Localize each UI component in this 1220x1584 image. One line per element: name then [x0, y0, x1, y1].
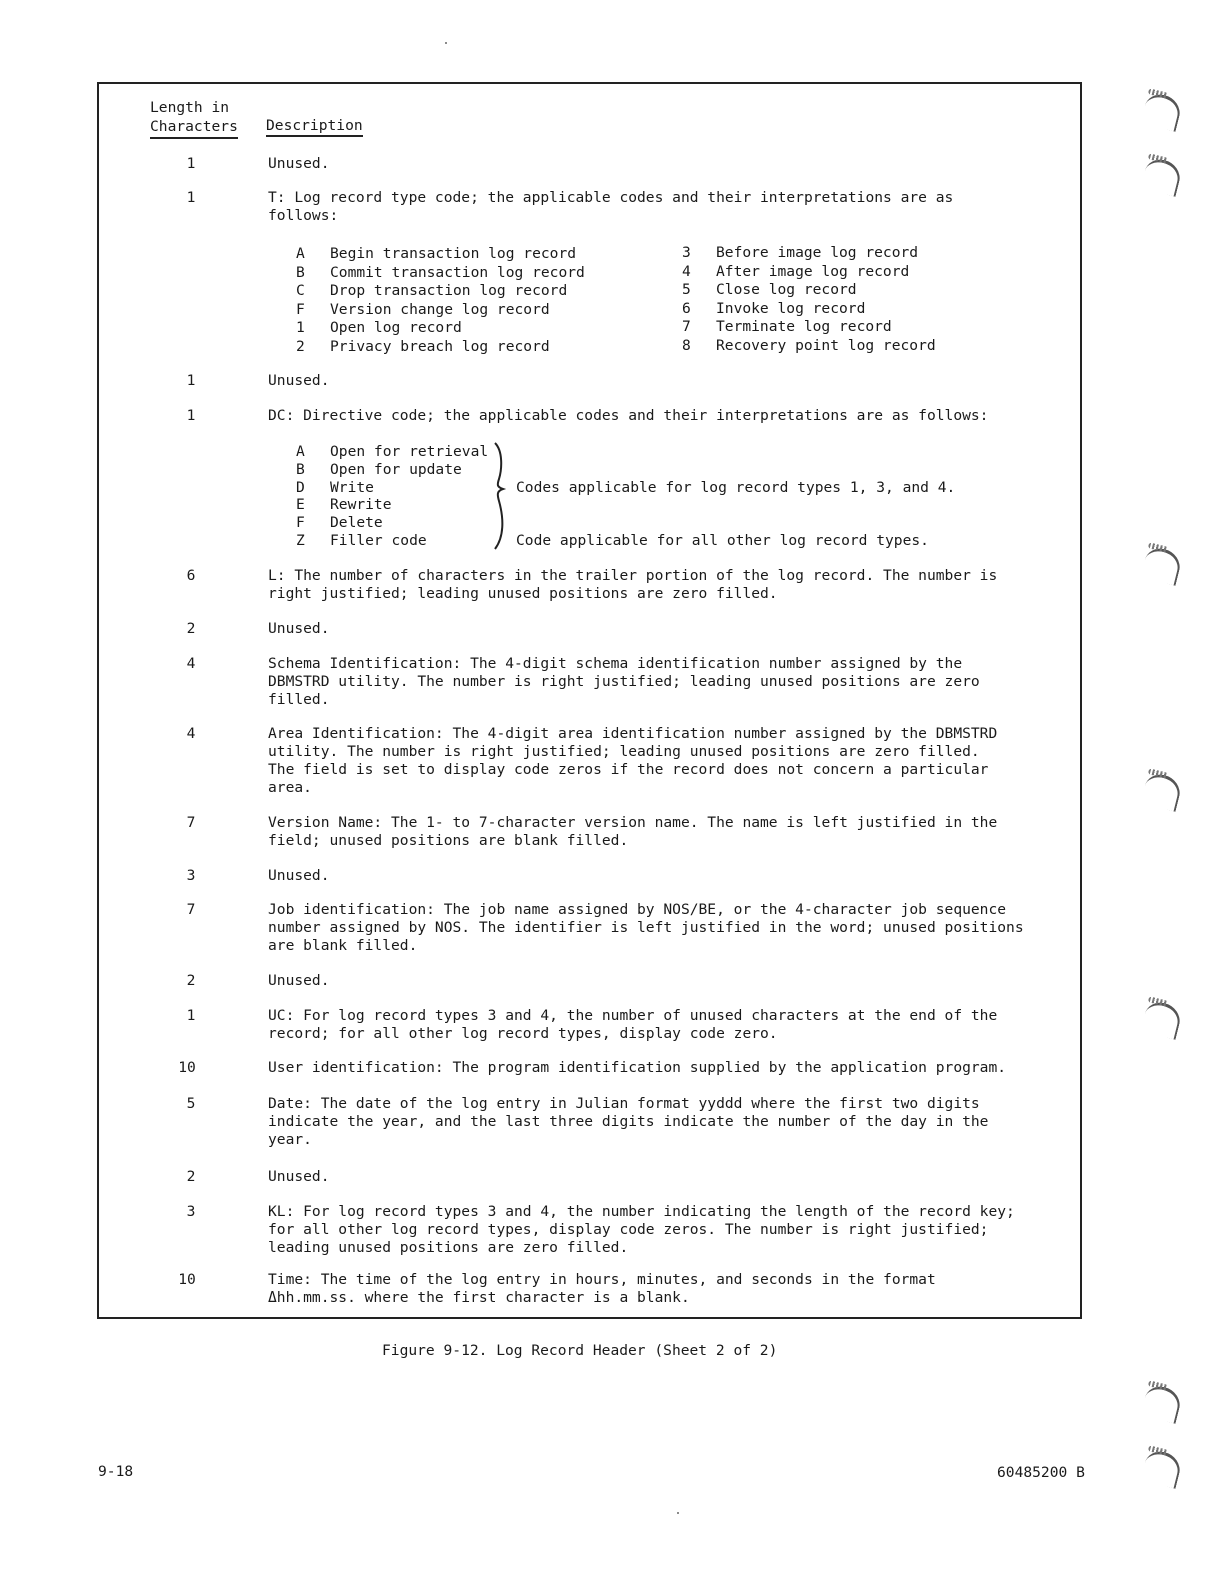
code-label: Rewrite	[330, 496, 392, 514]
length-header-line2: Characters	[150, 117, 238, 139]
row-length: 2	[186, 972, 196, 989]
row-length: 10	[178, 1059, 196, 1076]
row-description: Job identification: The job name assigned by NOS/BE, or the 4-character job sequence number assigned by NOS. The identifier is left justified in the word; unused positions are blank filled.	[268, 901, 1024, 954]
binder-ring-icon	[1141, 1383, 1184, 1424]
code: 8	[682, 336, 691, 354]
speck	[677, 1512, 679, 1514]
row-length: 5	[186, 1095, 196, 1112]
row-description: Unused.	[268, 867, 330, 884]
code-label: Begin transaction log record	[330, 245, 577, 262]
row-length: 3	[186, 867, 196, 884]
row-length: 4	[186, 725, 196, 742]
binder-ring-icon	[1141, 545, 1184, 586]
row-length: 7	[186, 814, 196, 831]
code: 6	[682, 299, 691, 317]
length-header-line1: Length in	[150, 99, 230, 116]
code: F	[296, 514, 305, 532]
row-description: L: The number of characters in the trailer portion of the log record. The number is right justified; leading unused positions are zero filled.	[268, 567, 998, 602]
row-length: 1	[186, 372, 196, 389]
code-label: Filler code	[330, 531, 427, 549]
code-label: Before image log record	[716, 244, 919, 261]
code-row	[296, 514, 488, 532]
document-number: 60485200 B	[997, 1464, 1085, 1481]
row-description: Version Name: The 1- to 7-character version name. The name is left justified in the field; unused positions are blank filled.	[268, 814, 998, 849]
row-length: 10	[178, 1271, 196, 1288]
code-label: Open for retrieval	[330, 443, 489, 460]
directive-note-group1: Codes applicable for log record types 1, 3, and 4.	[516, 479, 956, 496]
row-description: T: Log record type code; the applicable codes and their interpretations are as follows:	[268, 189, 954, 224]
type-codes-left	[296, 245, 585, 356]
code-row	[682, 244, 936, 263]
binder-ring-icon	[1141, 999, 1184, 1040]
binder-ring-icon	[1141, 156, 1184, 197]
code-label: Terminate log record	[716, 318, 892, 335]
code: 5	[682, 281, 691, 298]
code: 4	[682, 262, 691, 280]
row-description: Unused.	[268, 620, 330, 637]
code: 3	[682, 244, 691, 261]
row-description: Schema Identification: The 4-digit schema identification number assigned by the DBMSTRD utility. The number is right justified; leading unused positions are zero filled.	[268, 655, 980, 708]
length-column-header	[150, 98, 238, 139]
code-row	[296, 319, 585, 338]
code-row	[296, 443, 488, 461]
row-description: Unused.	[268, 1168, 330, 1185]
code: A	[296, 443, 305, 460]
row-description: Unused.	[268, 155, 330, 172]
code-row	[296, 245, 585, 264]
code: B	[296, 460, 305, 478]
description-column-header	[266, 117, 363, 137]
row-length: 2	[186, 1168, 196, 1185]
code-row	[682, 263, 936, 282]
code-label: Write	[330, 478, 374, 496]
speck	[445, 42, 447, 44]
code-label: Open for update	[330, 460, 462, 478]
code-row	[296, 338, 585, 357]
code: F	[296, 300, 305, 318]
type-codes-right	[682, 244, 936, 355]
row-length: 1	[186, 155, 196, 172]
code-label: Open log record	[330, 319, 462, 336]
row-description: UC: For log record types 3 and 4, the number of unused characters at the end of the record; for all other log record types, display code zero.	[268, 1007, 998, 1042]
code-row	[682, 337, 936, 356]
code-label: Privacy breach log record	[330, 337, 550, 355]
row-length: 7	[186, 901, 196, 918]
row-length: 1	[186, 407, 196, 424]
code-row	[682, 281, 936, 300]
description-header: Description	[266, 117, 363, 137]
row-description: User identification: The program identification supplied by the application program.	[268, 1059, 1007, 1076]
row-description: Time: The time of the log entry in hours, minutes, and seconds in the format Δhh.mm.ss. where the first character is a blank.	[268, 1271, 936, 1306]
code-label: Invoke log record	[716, 299, 866, 317]
code: 2	[296, 337, 305, 355]
row-description: Unused.	[268, 972, 330, 989]
code-row	[296, 301, 585, 320]
code-row	[682, 300, 936, 319]
row-length: 3	[186, 1203, 196, 1220]
row-length: 2	[186, 620, 196, 637]
code-label: Commit transaction log record	[330, 263, 585, 281]
binder-ring-icon	[1141, 1448, 1184, 1489]
code: C	[296, 282, 305, 299]
row-description: Area Identification: The 4-digit area identification number assigned by the DBMSTRD utility. The number is right justified; leading unused positions are zero filled. The field is set to display code zeros if the record does not concern a particular area.	[268, 725, 998, 796]
code-row	[682, 318, 936, 337]
code-label: Close log record	[716, 281, 857, 298]
code: 7	[682, 318, 691, 335]
brace-icon	[490, 441, 514, 551]
code: B	[296, 263, 305, 281]
code-row	[296, 282, 585, 301]
code-row	[296, 479, 488, 497]
page-number: 9-18	[98, 1463, 134, 1480]
code-label: Version change log record	[330, 300, 550, 318]
binder-ring-icon	[1141, 771, 1184, 812]
code: A	[296, 245, 305, 262]
row-description: DC: Directive code; the applicable codes and their interpretations are as follows:	[268, 407, 989, 424]
code: D	[296, 478, 305, 496]
code-label: After image log record	[716, 262, 910, 280]
code-row	[296, 264, 585, 283]
code-row	[296, 461, 488, 479]
row-length: 6	[186, 567, 196, 584]
directive-codes	[296, 443, 488, 550]
code: E	[296, 496, 305, 514]
code-row	[296, 496, 488, 514]
code-row	[296, 532, 488, 550]
code-label: Delete	[330, 514, 383, 532]
row-length: 1	[186, 189, 196, 206]
binder-ring-icon	[1141, 91, 1184, 132]
code: 1	[296, 319, 305, 336]
code-label: Drop transaction log record	[330, 282, 568, 299]
row-description: Unused.	[268, 372, 330, 389]
code-label: Recovery point log record	[716, 336, 936, 354]
row-length: 4	[186, 655, 196, 672]
figure-caption: Figure 9-12. Log Record Header (Sheet 2 of 2)	[382, 1342, 778, 1359]
row-length: 1	[186, 1007, 196, 1024]
row-description: KL: For log record types 3 and 4, the number indicating the length of the record key; for all other log record types, display code zeros. The number is right justified; leading unused positions are zero filled.	[268, 1203, 1015, 1256]
row-description: Date: The date of the log entry in Julian format yyddd where the first two digits indicate the year, and the last three digits indicate the number of the day in the year.	[268, 1095, 989, 1148]
directive-note-group2: Code applicable for all other log record types.	[516, 532, 929, 549]
code: Z	[296, 531, 305, 549]
